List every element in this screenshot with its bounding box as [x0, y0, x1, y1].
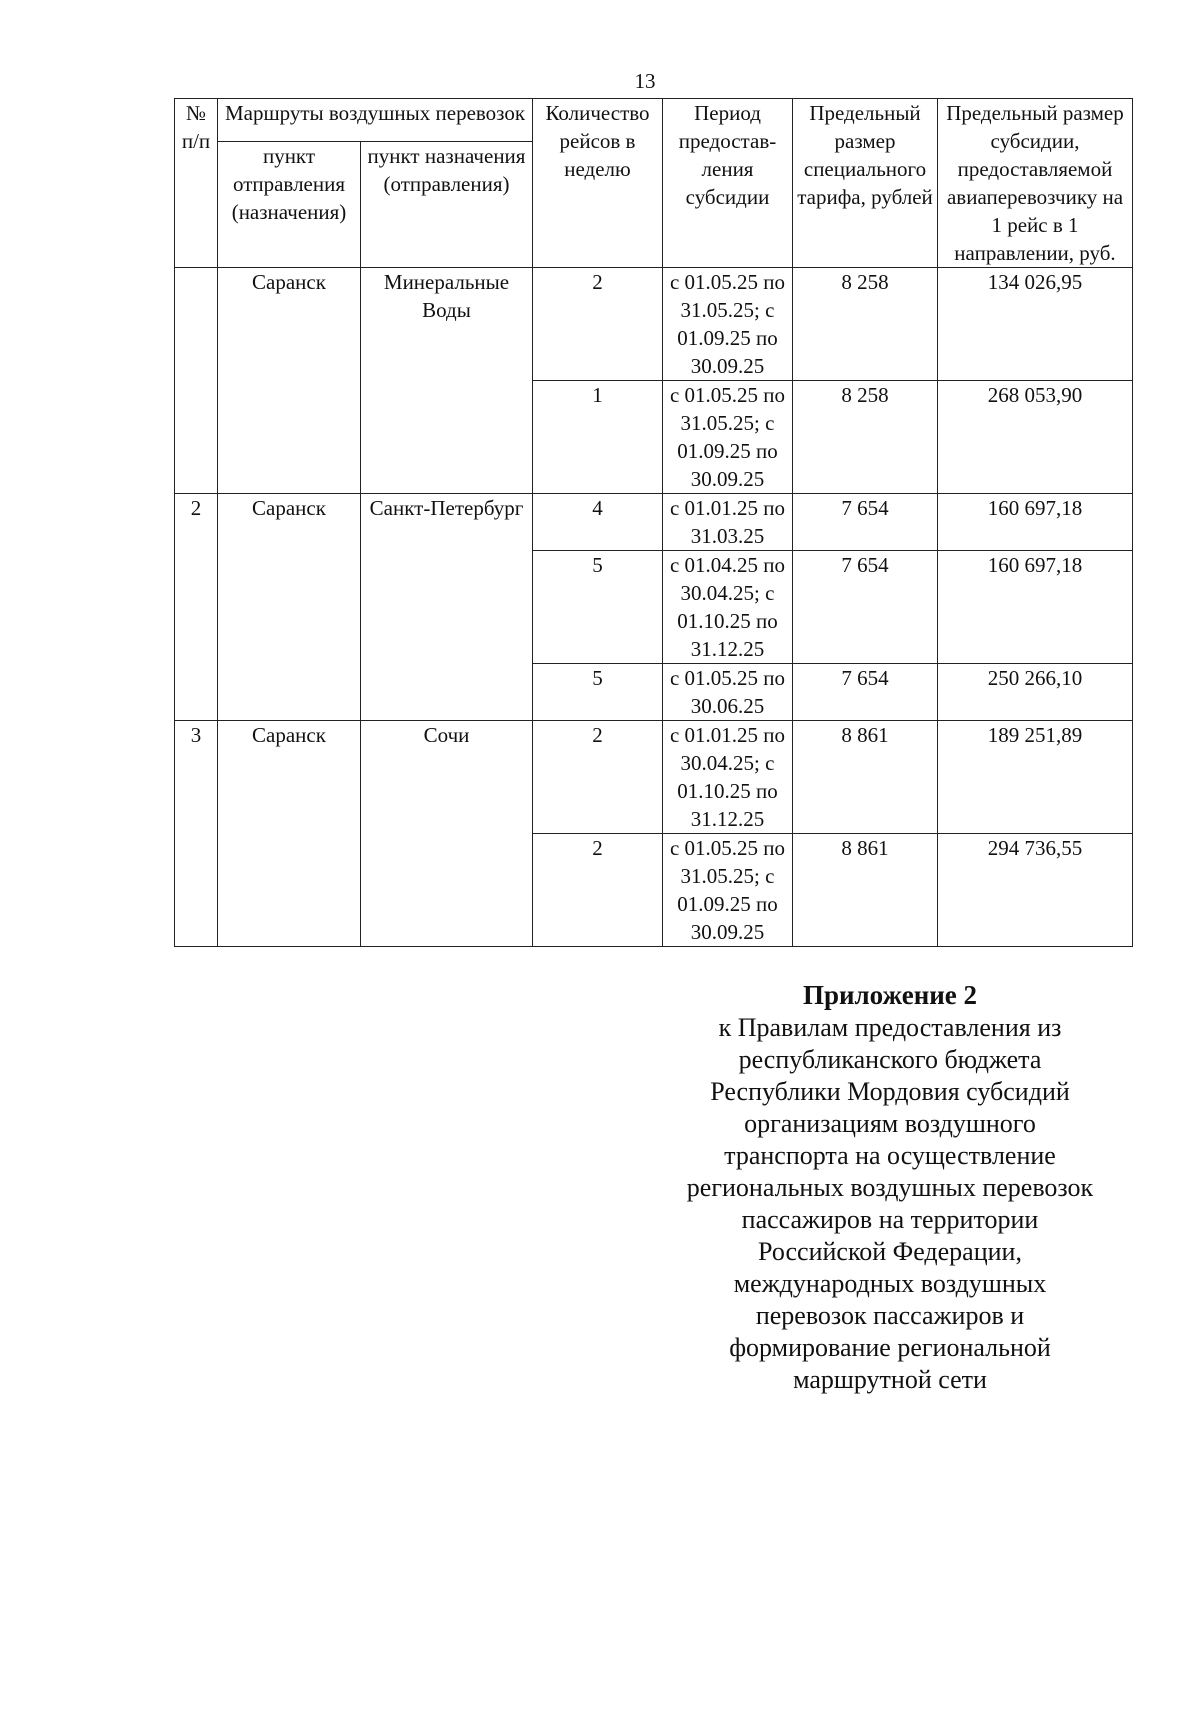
period-cell: с 01.05.25 по 31.05.25; с 01.09.25 по 30.09.25	[663, 381, 793, 494]
tariff-cell: 8 861	[793, 834, 938, 947]
route-from: Саранск	[218, 494, 361, 721]
appendix-line: республиканского бюджета	[738, 1045, 1042, 1074]
appendix-line: формирование региональной	[729, 1333, 1051, 1362]
subsidy-cell: 268 053,90	[938, 381, 1133, 494]
period-cell: с 01.05.25 по 31.05.25; с 01.09.25 по 30.09.25	[663, 268, 793, 381]
header-subsidy: Предельный размер субсидии, предоставляемой авиаперевозчику на 1 рейс в 1 направлении, руб.	[938, 99, 1133, 268]
flights-cell: 2	[533, 268, 663, 381]
flights-cell: 5	[533, 664, 663, 721]
header-period: Период предостав-ления субсидии	[663, 99, 793, 268]
period-cell: с 01.01.25 по 30.04.25; с 01.10.25 по 31.12.25	[663, 721, 793, 834]
route-num: 2	[175, 494, 218, 721]
appendix-line: пассажиров на территории	[741, 1205, 1039, 1234]
header-destination: пункт назначения (отправления)	[361, 141, 533, 267]
table-row	[175, 494, 1133, 551]
subsidy-cell: 294 736,55	[938, 834, 1133, 947]
subsidy-cell: 134 026,95	[938, 268, 1133, 381]
appendix-line: маршрутной сети	[793, 1365, 987, 1394]
route-to: Минеральные Воды	[361, 268, 533, 494]
appendix-block	[655, 978, 1125, 1396]
subsidy-routes-table	[174, 98, 1133, 947]
table-row	[175, 268, 1133, 381]
tariff-cell: 7 654	[793, 664, 938, 721]
tariff-cell: 8 258	[793, 381, 938, 494]
appendix-line: международных воздушных	[733, 1269, 1047, 1298]
period-cell: с 01.05.25 по 31.05.25; с 01.09.25 по 30.09.25	[663, 834, 793, 947]
tariff-cell: 7 654	[793, 494, 938, 551]
route-from: Саранск	[218, 721, 361, 947]
table-row	[175, 721, 1133, 834]
page-number: 13	[634, 69, 656, 93]
appendix-line: транспорта на осуществление	[724, 1141, 1056, 1170]
flights-cell: 1	[533, 381, 663, 494]
route-to: Санкт-Петербург	[361, 494, 533, 721]
header-departure: пункт отправления (назначения)	[218, 141, 361, 267]
header-routes: Маршруты воздушных перевозок	[218, 99, 533, 142]
route-num: 3	[175, 721, 218, 947]
header-tariff: Предельный размер специального тарифа, рублей	[793, 99, 938, 268]
appendix-line: Российской Федерации,	[758, 1237, 1022, 1266]
flights-cell: 5	[533, 551, 663, 664]
route-from: Саранск	[218, 268, 361, 494]
flights-cell: 2	[533, 721, 663, 834]
subsidy-cell: 250 266,10	[938, 664, 1133, 721]
period-cell: с 01.05.25 по 30.06.25	[663, 664, 793, 721]
period-cell: с 01.01.25 по 31.03.25	[663, 494, 793, 551]
tariff-cell: 8 258	[793, 268, 938, 381]
subsidy-cell: 189 251,89	[938, 721, 1133, 834]
subsidy-cell: 160 697,18	[938, 494, 1133, 551]
header-num: № п/п	[175, 99, 218, 268]
appendix-line: региональных воздушных перевозок	[686, 1173, 1094, 1202]
route-num	[175, 268, 218, 494]
appendix-line: к Правилам предоставления из	[718, 1013, 1062, 1042]
appendix-title: Приложение 2	[802, 980, 978, 1010]
flights-cell: 4	[533, 494, 663, 551]
appendix-line: Республики Мордовия субсидий	[710, 1077, 1070, 1106]
flights-cell: 2	[533, 834, 663, 947]
tariff-cell: 8 861	[793, 721, 938, 834]
period-cell: с 01.04.25 по 30.04.25; с 01.10.25 по 31.12.25	[663, 551, 793, 664]
appendix-line: перевозок пассажиров и	[755, 1301, 1025, 1330]
route-to: Сочи	[361, 721, 533, 947]
subsidy-cell: 160 697,18	[938, 551, 1133, 664]
header-flights: Количество рейсов в неделю	[533, 99, 663, 268]
appendix-line: организациям воздушного	[744, 1109, 1036, 1138]
tariff-cell: 7 654	[793, 551, 938, 664]
